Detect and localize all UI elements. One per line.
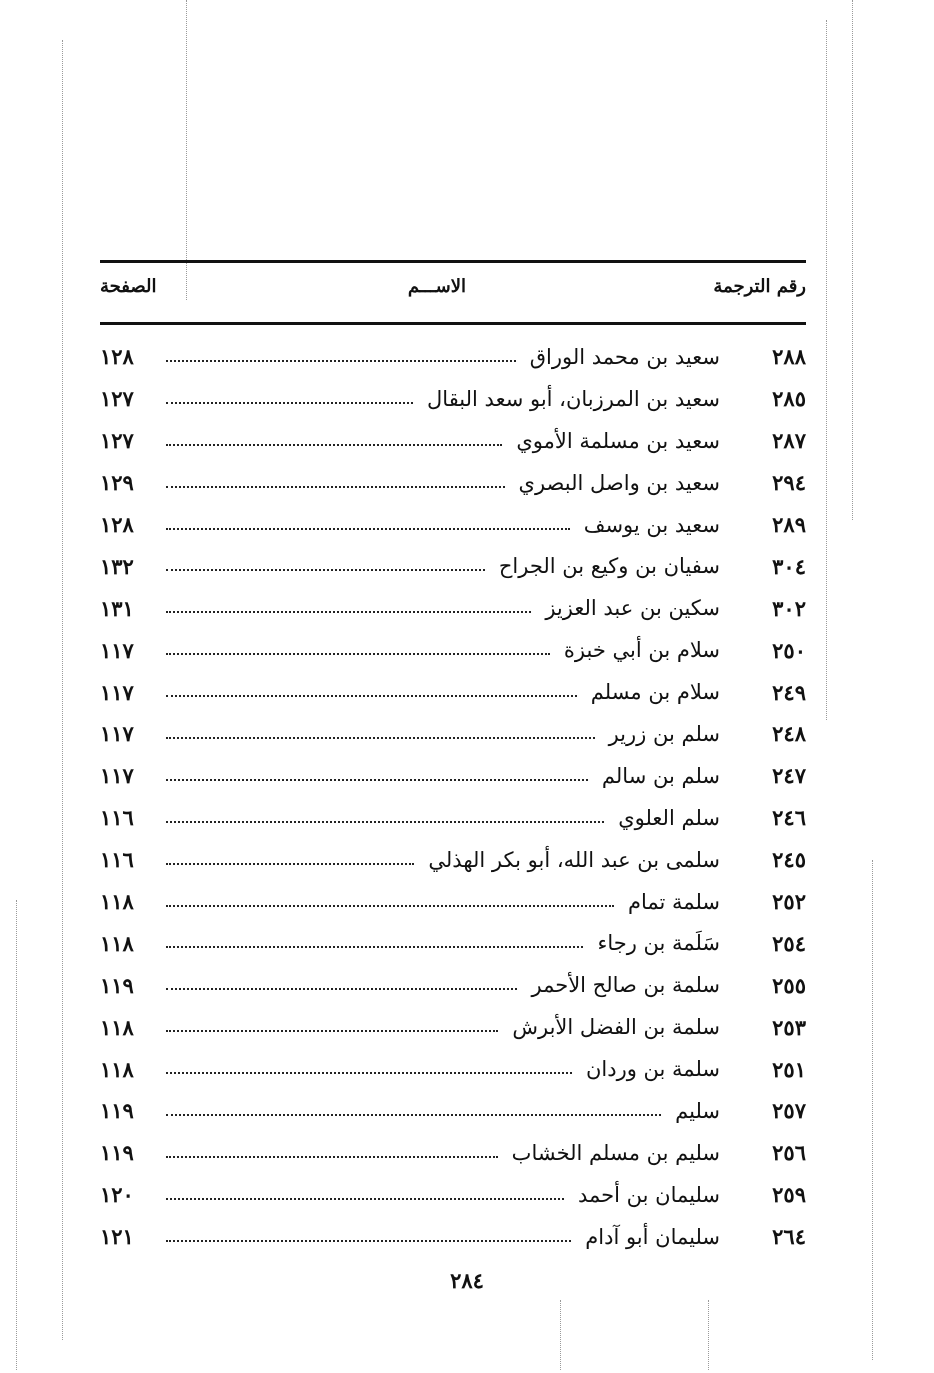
dot-leader bbox=[166, 358, 516, 362]
list-item bbox=[100, 1174, 806, 1216]
entry-name: سكين بن عبد العزيز bbox=[545, 596, 720, 621]
entry-number: ٣٠٤ bbox=[772, 553, 806, 579]
list-item bbox=[100, 545, 806, 587]
list-item bbox=[100, 839, 806, 881]
entry-name: سليمان أبو آدام bbox=[585, 1224, 720, 1249]
entry-number: ٢٤٦ bbox=[772, 805, 806, 831]
dot-leader bbox=[166, 609, 531, 613]
list-item bbox=[100, 922, 806, 964]
entry-number: ٢٥٣ bbox=[772, 1014, 806, 1040]
entry-number: ٢٨٥ bbox=[772, 386, 806, 412]
list-item bbox=[100, 629, 806, 671]
scan-noise bbox=[62, 40, 63, 1340]
entry-name: سلم العلوي bbox=[618, 805, 720, 830]
dot-leader bbox=[166, 651, 550, 655]
entry-number: ٢٥٦ bbox=[772, 1140, 806, 1166]
entry-name: سعيد بن محمد الوراق bbox=[529, 344, 720, 369]
entry-page: ١١٨ bbox=[100, 1056, 134, 1082]
entry-name: سَلَمة بن رجاء bbox=[597, 931, 720, 956]
entry-name: سليم بن مسلم الخشاب bbox=[511, 1140, 720, 1165]
dot-leader bbox=[166, 400, 413, 404]
dot-leader bbox=[166, 861, 414, 865]
list-item bbox=[100, 713, 806, 755]
entry-number: ٢٥٢ bbox=[772, 889, 806, 915]
entry-page: ١٢١ bbox=[100, 1224, 134, 1250]
scan-noise bbox=[16, 900, 17, 1370]
entry-page: ١١٦ bbox=[100, 805, 134, 831]
list-item bbox=[100, 881, 806, 923]
entry-number: ٢٤٩ bbox=[772, 679, 806, 705]
entry-number: ٢٨٧ bbox=[772, 428, 806, 454]
entry-name: سعيد بن واصل البصري bbox=[518, 470, 720, 495]
table-header bbox=[100, 276, 806, 306]
entry-page: ١١٧ bbox=[100, 679, 134, 705]
list-item bbox=[100, 964, 806, 1006]
entry-name: سفيان بن وكيع بن الجراح bbox=[498, 554, 720, 579]
entry-page: ١٢٧ bbox=[100, 428, 134, 454]
entry-page: ١١٨ bbox=[100, 1014, 134, 1040]
index-list bbox=[100, 336, 806, 1258]
list-item bbox=[100, 755, 806, 797]
dot-leader bbox=[166, 1028, 498, 1032]
header-rule-top bbox=[100, 260, 806, 263]
dot-leader bbox=[166, 735, 595, 739]
entry-name: سلمة بن وردان bbox=[585, 1057, 720, 1082]
entry-page: ١٢٧ bbox=[100, 386, 134, 412]
entry-number: ٢٥٥ bbox=[772, 972, 806, 998]
entry-name: سعيد بن مسلمة الأموي bbox=[516, 428, 720, 453]
dot-leader bbox=[166, 1238, 571, 1242]
list-item bbox=[100, 378, 806, 420]
dot-leader bbox=[166, 1070, 572, 1074]
list-item bbox=[100, 1132, 806, 1174]
scan-noise bbox=[708, 1300, 709, 1370]
header-number: رقم الترجمة bbox=[713, 276, 806, 297]
entry-page: ١٢٩ bbox=[100, 470, 134, 496]
entry-name: سلام بن مسلم bbox=[590, 680, 720, 705]
dot-leader bbox=[166, 442, 502, 446]
dot-leader bbox=[166, 693, 577, 697]
entry-page: ١١٧ bbox=[100, 721, 134, 747]
entry-page: ١١٧ bbox=[100, 763, 134, 789]
entry-number: ٢٨٩ bbox=[772, 512, 806, 537]
entry-page: ١١٧ bbox=[100, 637, 134, 663]
entry-page: ١١٦ bbox=[100, 847, 134, 873]
page-number: ٢٨٤ bbox=[450, 1268, 484, 1293]
list-item bbox=[100, 1006, 806, 1048]
entry-number: ٢٥٧ bbox=[772, 1098, 806, 1124]
dot-leader bbox=[166, 1196, 564, 1200]
dot-leader bbox=[166, 819, 604, 823]
entry-name: سعيد بن المرزبان، أبو سعد البقال bbox=[427, 386, 720, 411]
entry-number: ٢٥٩ bbox=[772, 1182, 806, 1208]
entry-number: ٢٩٤ bbox=[772, 470, 806, 496]
entry-number: ٢٨٨ bbox=[772, 344, 806, 370]
list-item bbox=[100, 336, 806, 378]
entry-name: سعيد بن يوسف bbox=[583, 512, 720, 537]
list-item bbox=[100, 1216, 806, 1258]
dot-leader bbox=[166, 777, 588, 781]
scan-noise bbox=[560, 1300, 561, 1370]
entry-number: ٢٤٧ bbox=[772, 763, 806, 789]
list-item bbox=[100, 587, 806, 629]
entry-number: ٢٥٤ bbox=[772, 930, 806, 956]
list-item bbox=[100, 462, 806, 504]
scan-noise bbox=[852, 0, 853, 520]
list-item bbox=[100, 671, 806, 713]
header-rule-bottom bbox=[100, 322, 806, 325]
header-page: الصفحة bbox=[100, 276, 157, 297]
scan-noise bbox=[826, 20, 827, 720]
header-name: الاســـم bbox=[407, 276, 466, 297]
entry-name: سليمان بن أحمد bbox=[577, 1182, 720, 1207]
entry-page: ١١٨ bbox=[100, 889, 134, 915]
entry-number: ٢٥٠ bbox=[772, 637, 806, 663]
entry-name: سلمة بن صالح الأحمر bbox=[531, 973, 720, 998]
entry-number: ٢٦٤ bbox=[772, 1224, 806, 1250]
dot-leader bbox=[166, 484, 505, 488]
entry-number: ٢٥١ bbox=[772, 1056, 806, 1082]
dot-leader bbox=[166, 944, 583, 948]
entry-number: ٣٠٢ bbox=[772, 595, 806, 621]
dot-leader bbox=[166, 526, 570, 530]
list-item bbox=[100, 797, 806, 839]
entry-page: ١١٩ bbox=[100, 972, 134, 998]
entry-page: ١١٨ bbox=[100, 930, 134, 956]
dot-leader bbox=[166, 903, 614, 907]
entry-name: سليم bbox=[675, 1098, 720, 1123]
entry-page: ١٢٠ bbox=[100, 1182, 134, 1208]
entry-page: ١٢٨ bbox=[100, 344, 134, 370]
entry-number: ٢٤٥ bbox=[772, 847, 806, 873]
list-item bbox=[100, 420, 806, 462]
list-item bbox=[100, 1048, 806, 1090]
list-item bbox=[100, 504, 806, 546]
dot-leader bbox=[166, 1112, 661, 1116]
dot-leader bbox=[166, 986, 517, 990]
dot-leader bbox=[166, 1154, 498, 1158]
entry-name: سلمى بن عبد الله، أبو بكر الهذلي bbox=[428, 847, 720, 872]
entry-page: ١٣٢ bbox=[100, 553, 134, 579]
entry-page: ١٢٨ bbox=[100, 512, 134, 537]
entry-name: سلم بن سالم bbox=[601, 763, 720, 788]
scan-noise bbox=[186, 0, 187, 300]
entry-page: ١١٩ bbox=[100, 1098, 134, 1124]
entry-name: سلمة تمام bbox=[627, 889, 720, 914]
entry-page: ١٣١ bbox=[100, 595, 134, 621]
list-item bbox=[100, 1090, 806, 1132]
entry-name: سلام بن أبي خبزة bbox=[563, 638, 720, 663]
entry-number: ٢٤٨ bbox=[772, 721, 806, 747]
dot-leader bbox=[166, 567, 485, 571]
entry-name: سلم بن زرير bbox=[608, 721, 720, 746]
entry-name: سلمة بن الفضل الأبرش bbox=[512, 1015, 720, 1040]
entry-page: ١١٩ bbox=[100, 1140, 134, 1166]
